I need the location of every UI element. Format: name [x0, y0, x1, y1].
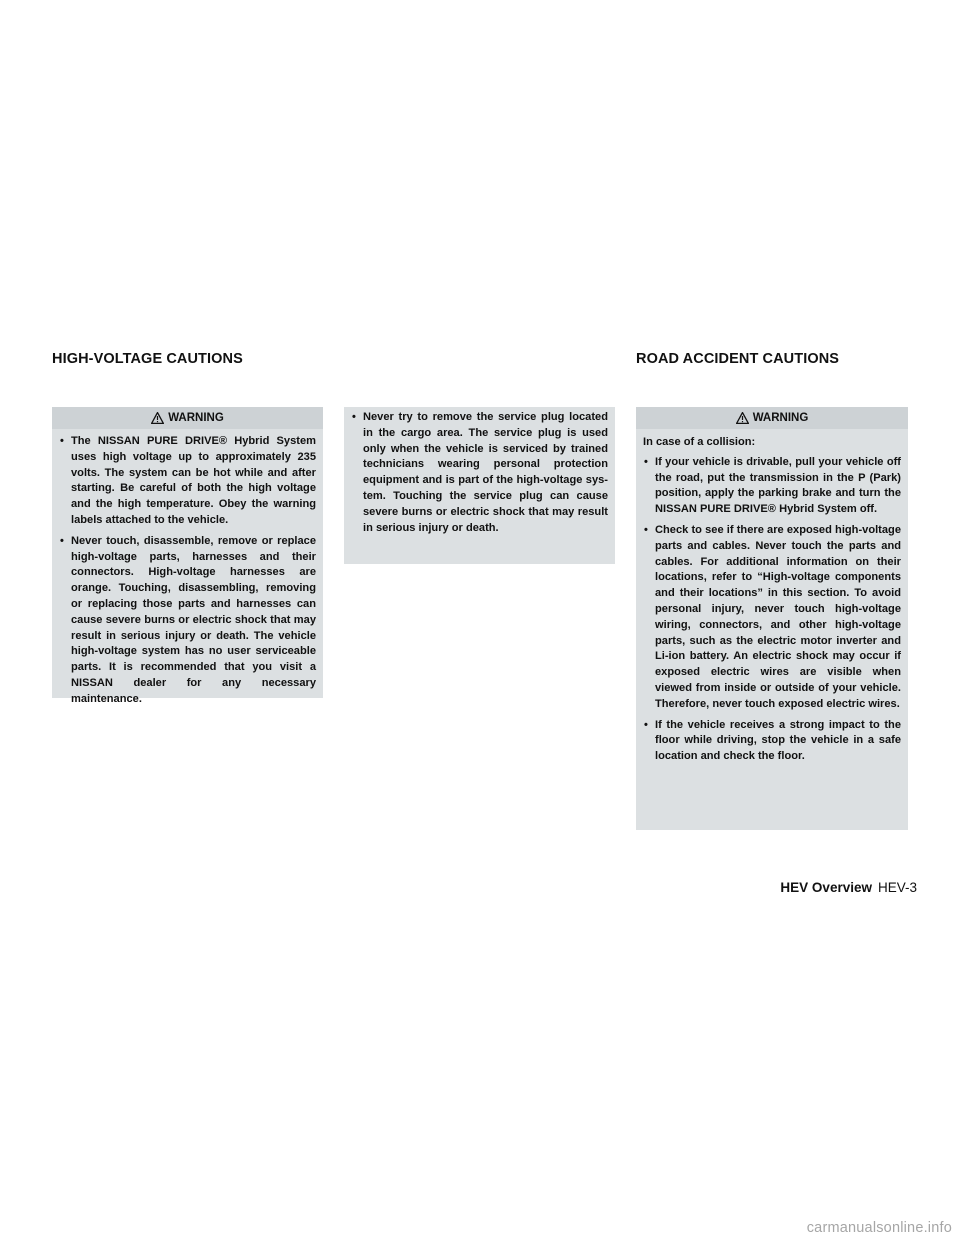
list-item: • If your vehicle is drivable, pull your vehicle off the road, put the transmission in the P (Park) position, apply the parking brake and turn the NISSAN PURE DRIVE® Hybrid System off. — [644, 455, 901, 516]
warning-box-service-plug — [344, 407, 615, 564]
list-item-text: If the vehicle receives a strong impact to the floor while driving, stop the vehicle in a safe location and check the floor. — [655, 718, 901, 763]
warning-box-road-accident — [636, 407, 908, 830]
warning-label: WARNING — [752, 412, 809, 424]
warning-box-high-voltage — [52, 407, 323, 705]
list-item-text: Never try to remove the service plug located in the cargo area. The service plug is used only when the vehicle is serviced by trained technicians wearing personal protection equipment and is part of the high-voltage system. Touching the service plug can cause severe burns or electric shock that may result in serious injury or death. — [363, 411, 608, 534]
watermark: carmanualsonline.info — [806, 1220, 952, 1236]
page-footer — [780, 880, 917, 895]
list-item: • Never try to remove the service plug located in the cargo area. The service plug is used only when the vehicle is serviced by trained technicians wearing personal protection equipment and is part of the high-voltage system. Touching the service plug can cause severe burns or electric shock that may result in serious injury or death. — [352, 411, 608, 534]
list-item: • Check to see if there are exposed high-voltage parts and cables. Never touch the parts and cables. For additional information on their locations, refer to “High-voltage components and their locations” in this section. To avoid personal injury, never touch high-voltage wiring, connectors, and other high-voltage parts, such as the electric motor inverter and Li-ion battery. An electric shock may occur if exposed electric wires are visible when viewed from inside or outside of your vehicle. Therefore, never touch exposed electric wires. — [644, 523, 901, 710]
list-item-text: The NISSAN PURE DRIVE® Hybrid System uses high voltage up to approximately 235 volts. The system can be hot while and after starting. Be careful of both the high voltage and the high temperature. Obey the warning labels attached to the vehicle. — [71, 435, 316, 526]
page-number: HEV-3 — [877, 880, 917, 895]
warning-header — [52, 407, 323, 429]
section-heading-road-accident-cautions: ROAD ACCIDENT CAUTIONS — [636, 351, 840, 367]
warning-label: WARNING — [168, 412, 224, 424]
list-item-text: Never touch, disassemble, remove or replace high-voltage parts, harnesses and their connectors. High-voltage harnesses are orange. Touching, disassembling, removing or replacing those parts and harnesses can cause severe burns or electric shock that may result in serious injury or death. The vehicle high-voltage system has no user serviceable parts. It is recommended that you visit a NISSAN dealer for any necessary maintenance. — [71, 534, 316, 705]
warning-header — [636, 407, 908, 429]
warning-triangle-icon — [736, 412, 749, 424]
footer-section-title: HEV Overview — [780, 880, 872, 895]
list-item: • If the vehicle receives a strong impact to the floor while driving, stop the vehicle in a safe location and check the floor. — [644, 718, 901, 763]
collision-intro: In case of a collision: — [643, 436, 756, 448]
list-item: • The NISSAN PURE DRIVE® Hybrid System uses high voltage up to approximately 235 volts. The system can be hot while and after starting. Be careful of both the high voltage and the high temperature. Obey the warning labels attached to the vehicle. — [60, 435, 316, 526]
section-heading-high-voltage-cautions: HIGH-VOLTAGE CAUTIONS — [52, 351, 243, 367]
list-item-text: Check to see if there are exposed high-voltage parts and cables. Never touch the parts and cables. For additional information on their locations, refer to “High-voltage components and their locations” in this section. To avoid personal injury, never touch high-voltage wiring, connectors, and other high-voltage parts, such as the electric motor inverter and Li-ion battery. An electric shock may occur if exposed electric wires are visible when viewed from inside or outside of your vehicle. Therefore, never touch exposed electric wires. — [655, 523, 901, 710]
list-item-text: If your vehicle is drivable, pull your vehicle off the road, put the transmission in the P (Park) position, apply the parking brake and turn the NISSAN PURE DRIVE® Hybrid System off. — [655, 455, 901, 516]
list-item: • Never touch, disassemble, remove or replace high-voltage parts, harnesses and their connectors. High-voltage harnesses are orange. Touching, disassembling, removing or replacing those parts and harnesses can cause severe burns or electric shock that may result in serious injury or death. The vehicle high-voltage system has no user serviceable parts. It is recommended that you visit a NISSAN dealer for any necessary maintenance. — [60, 534, 316, 705]
warning-triangle-icon — [151, 412, 164, 424]
